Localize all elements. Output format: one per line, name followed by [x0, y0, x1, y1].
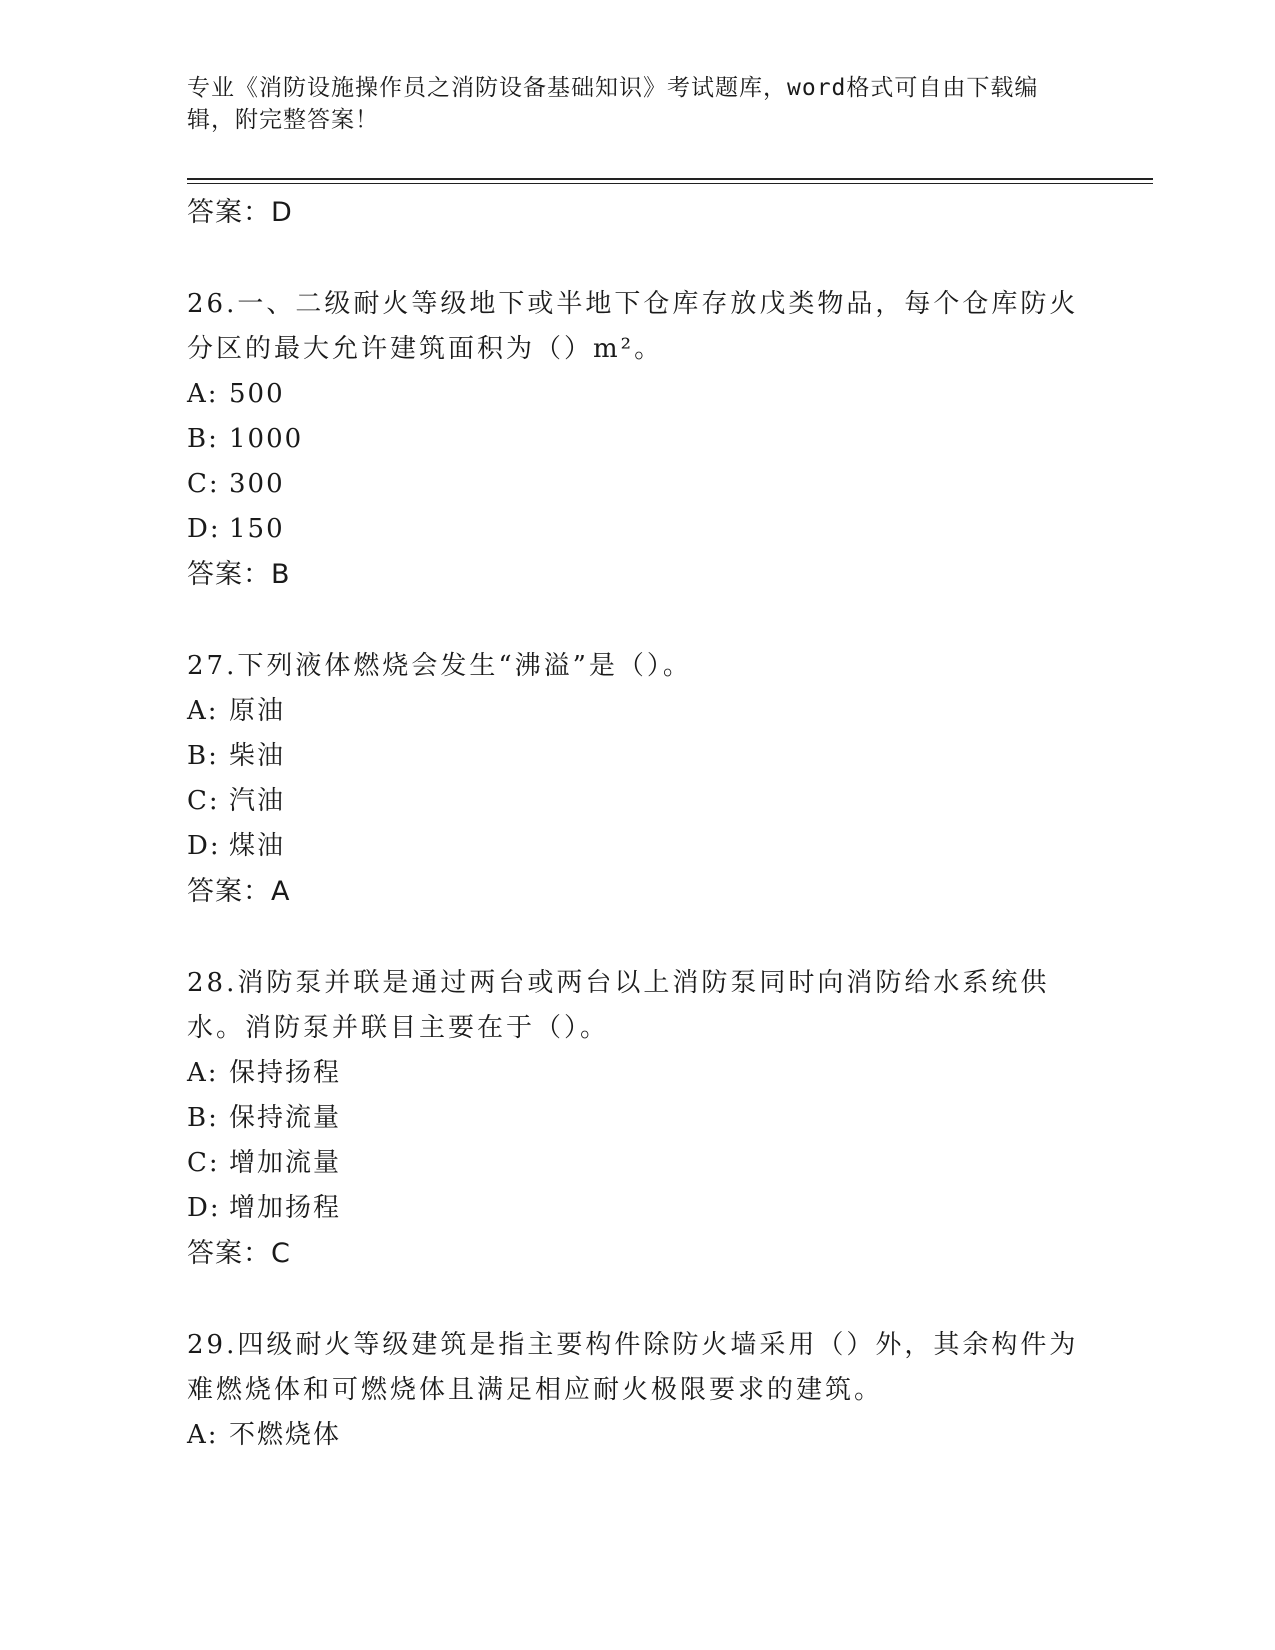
option-letter: D:: [187, 514, 221, 544]
question-list: [187, 190, 1087, 1458]
page-header: 专业《消防设施操作员之消防设备基础知识》考试题库，word格式可自由下载编辑，附完整答案！: [187, 75, 1039, 133]
question-answer: 答案：A: [187, 876, 291, 907]
option-letter: C:: [187, 786, 220, 816]
option-a: [187, 689, 1087, 734]
question-28: [187, 961, 1087, 1277]
option-letter: D:: [187, 831, 221, 861]
option-text: 柴油: [229, 741, 286, 771]
option-text: 300: [229, 469, 285, 499]
option-letter: A:: [187, 1420, 219, 1450]
question-stem: 27.下列液体燃烧会发生“沸溢”是（）。: [187, 651, 692, 681]
option-b: [187, 417, 1087, 462]
option-b: [187, 1096, 1087, 1141]
question-26: [187, 282, 1087, 598]
option-c: [187, 462, 1087, 507]
option-d: [187, 507, 1087, 552]
option-letter: A:: [187, 696, 219, 726]
question-answer: 答案：B: [187, 559, 291, 590]
question-29: [187, 1323, 1087, 1458]
option-text: 保持流量: [229, 1103, 342, 1133]
option-c: [187, 1141, 1087, 1186]
option-letter: A:: [187, 1058, 219, 1088]
option-d: [187, 824, 1087, 869]
option-a: [187, 372, 1087, 417]
option-text: 150: [229, 514, 285, 544]
option-a: [187, 1413, 1087, 1458]
option-text: 煤油: [229, 831, 286, 861]
previous-answer: 答案：D: [187, 197, 293, 228]
option-letter: D:: [187, 1193, 221, 1223]
option-text: 保持扬程: [229, 1058, 342, 1088]
option-text: 汽油: [229, 786, 286, 816]
option-b: [187, 734, 1087, 779]
option-letter: B:: [187, 1103, 219, 1133]
option-text: 500: [229, 379, 285, 409]
question-stem: 28.消防泵并联是通过两台或两台以上消防泵同时向消防给水系统供水。消防泵并联目主要在于（）。: [187, 968, 1050, 1043]
option-d: [187, 1186, 1087, 1231]
option-text: 不燃烧体: [229, 1420, 342, 1450]
option-letter: B:: [187, 424, 219, 454]
header-divider-thin: [187, 183, 1153, 184]
question-stem: 26.一、二级耐火等级地下或半地下仓库存放戊类物品，每个仓库防火分区的最大允许建筑面积为（）m²。: [187, 289, 1079, 364]
option-a: [187, 1051, 1087, 1096]
header-divider-thick: [187, 178, 1153, 180]
option-text: 增加扬程: [229, 1193, 342, 1223]
question-27: [187, 644, 1087, 915]
option-letter: C:: [187, 469, 220, 499]
option-text: 增加流量: [229, 1148, 342, 1178]
question-stem: 29.四级耐火等级建筑是指主要构件除防火墙采用（）外，其余构件为难燃烧体和可燃烧体且满足相应耐火极限要求的建筑。: [187, 1330, 1079, 1405]
option-letter: A:: [187, 379, 219, 409]
option-text: 1000: [229, 424, 304, 454]
option-letter: B:: [187, 741, 219, 771]
option-letter: C:: [187, 1148, 220, 1178]
question-answer: 答案：C: [187, 1238, 291, 1269]
option-text: 原油: [229, 696, 286, 726]
option-c: [187, 779, 1087, 824]
